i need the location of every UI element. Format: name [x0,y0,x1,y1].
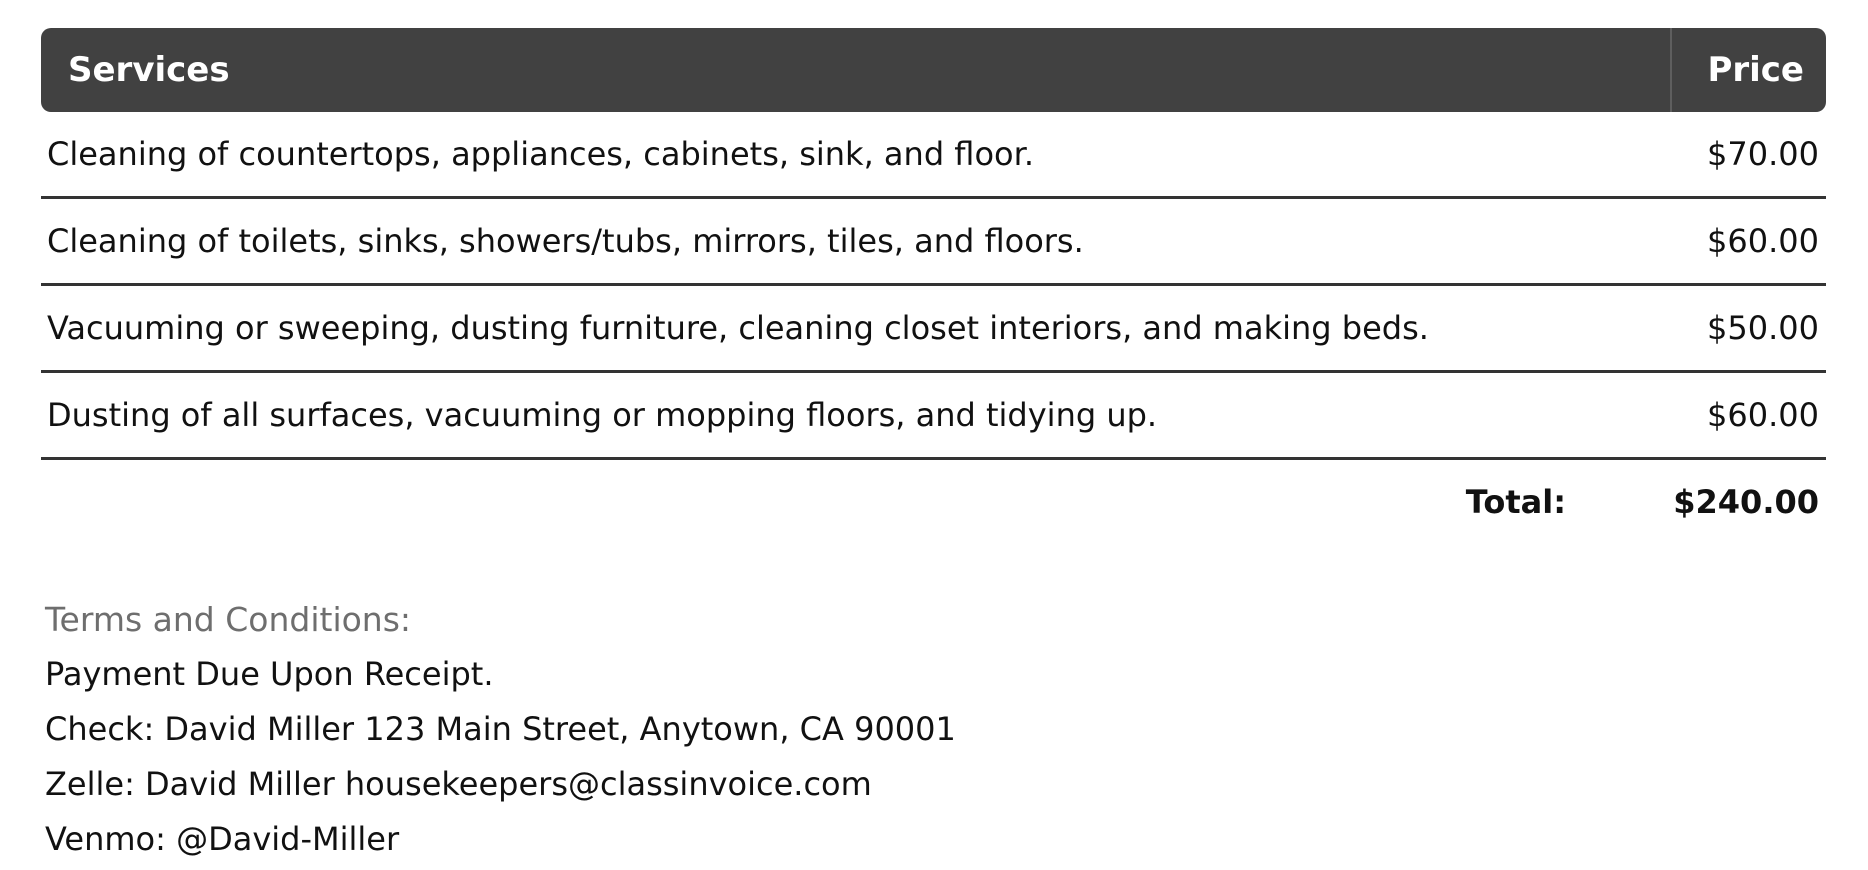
service-description: Cleaning of toilets, sinks, showers/tubs, mirrors, tiles, and floors. [47,222,1084,260]
service-price: $60.00 [1707,396,1819,434]
terms-section [41,592,1826,867]
column-header-price: Price [1670,28,1826,112]
table-row [41,373,1826,460]
terms-line: Payment Due Upon Receipt. [45,655,494,693]
table-row [41,286,1826,373]
table-header-row [41,28,1826,112]
table-row [41,199,1826,286]
service-description: Vacuuming or sweeping, dusting furniture, cleaning closet interiors, and making beds. [47,309,1429,347]
column-header-services: Services [68,50,230,90]
terms-heading: Terms and Conditions: [45,600,412,639]
table-row [41,112,1826,199]
terms-line: Venmo: @David-Miller [45,820,400,858]
service-description: Dusting of all surfaces, vacuuming or mopping floors, and tidying up. [47,396,1158,434]
terms-lines [45,647,1826,867]
service-price: $60.00 [1707,222,1819,260]
services-table [41,28,1826,544]
service-price: $50.00 [1707,309,1819,347]
total-value: $240.00 [1673,483,1819,521]
service-description: Cleaning of countertops, appliances, cabinets, sink, and floor. [47,135,1034,173]
terms-line: Check: David Miller 123 Main Street, Anytown, CA 90001 [45,710,956,748]
total-row [41,460,1826,544]
table-body [41,112,1826,460]
total-label: Total: [1465,483,1566,521]
terms-line: Zelle: David Miller housekeepers@classinvoice.com [45,765,872,803]
service-price: $70.00 [1707,135,1819,173]
